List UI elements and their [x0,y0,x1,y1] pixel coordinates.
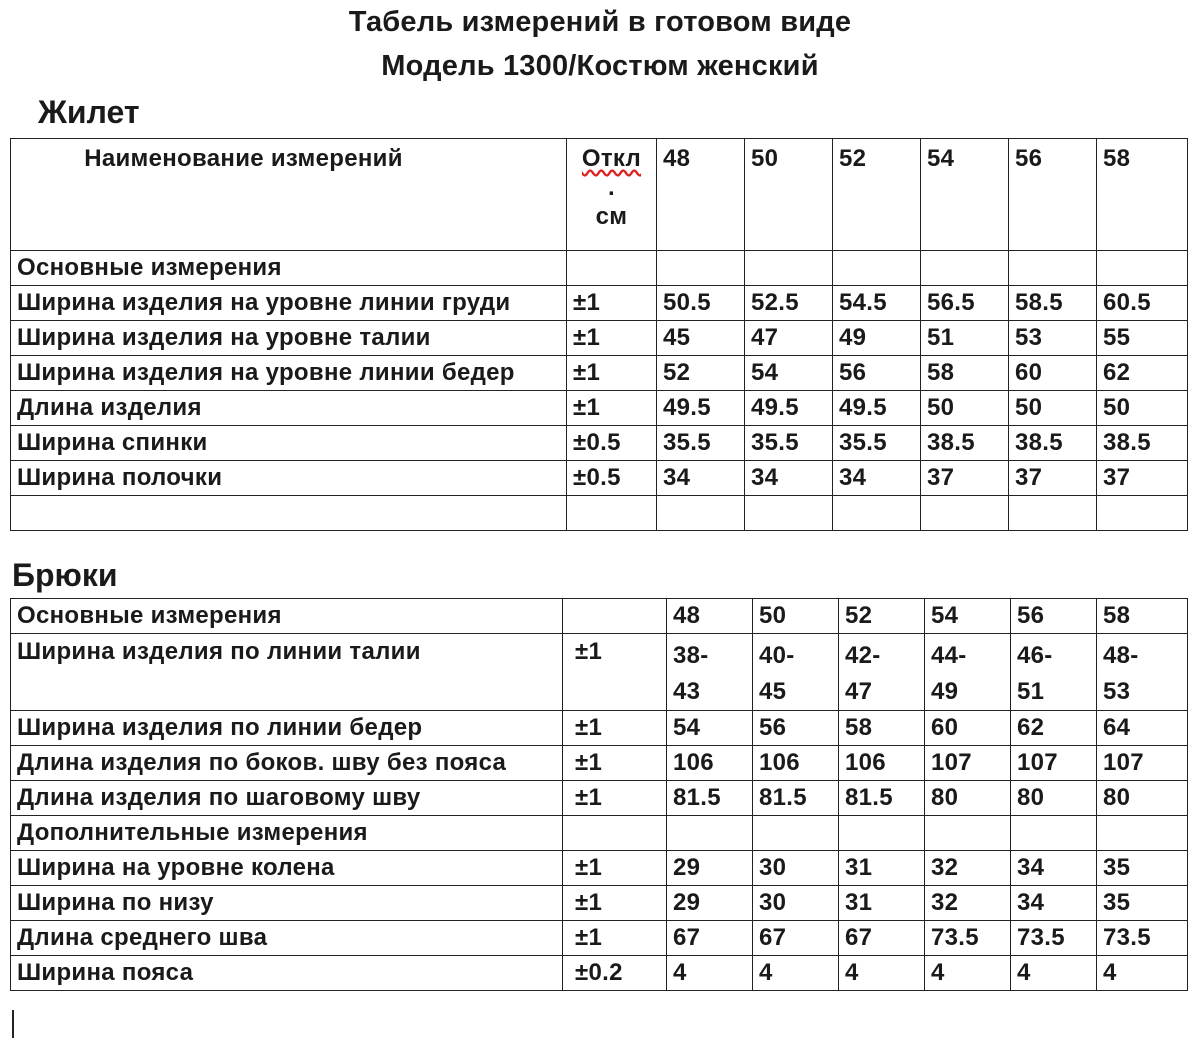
pants-waist-cell [925,634,1011,711]
pants-size-value: 73.5 [1011,921,1097,956]
pants-size-value: 106 [753,746,839,781]
pants-size-value: 73.5 [925,921,1011,956]
pants-measurement-name: Ширина по низу [11,886,563,921]
vest-size-value: 56 [833,356,921,391]
pants-size-value [1097,816,1188,851]
pants-measurement-name: Длина изделия по шаговому шву [11,781,563,816]
tolerance-dot: . [608,173,615,201]
pants-measurement-name: Дополнительные измерения [11,816,563,851]
vest-empty-cell [1009,496,1097,531]
pants-waist-cell [753,634,839,711]
pants-size-value: 32 [925,886,1011,921]
vest-size-value: 34 [833,461,921,496]
vest-measurement-name: Ширина изделия на уровне линии груди [11,286,567,321]
vest-size-value: 52 [657,356,745,391]
vest-size-value: 45 [657,321,745,356]
vest-size-value: 49.5 [657,391,745,426]
pants-size-value: 29 [667,851,753,886]
vest-tolerance [567,251,657,286]
pants-size-value [667,816,753,851]
document-subtitle: Модель 1300/Костюм женский [381,50,819,82]
pants-header-tolerance [563,599,667,634]
pants-size-header: 50 [753,599,839,634]
pants-size-value: 34 [1011,851,1097,886]
pants-size-value: 30 [753,886,839,921]
vest-size-value [1097,251,1188,286]
pants-size-value: 4 [1011,956,1097,991]
vest-header-row [11,139,1188,251]
vest-tolerance: ±1 [567,356,657,391]
vest-size-header: 54 [921,139,1009,251]
waist-range-end: 43 [673,678,701,705]
pants-waist-row [11,634,1188,711]
vest-empty-cell [657,496,745,531]
pants-size-value [925,816,1011,851]
pants-size-header: 56 [1011,599,1097,634]
pants-tolerance: ±0.2 [563,956,667,991]
vest-size-value: 50 [1009,391,1097,426]
vest-section-title: Жилет [38,94,140,130]
vest-size-value: 50 [1097,391,1188,426]
vest-measurement-name: Ширина изделия на уровне талии [11,321,567,356]
waist-range-end: 45 [759,678,787,705]
pants-size-value: 58 [839,711,925,746]
pants-waist-cell [667,634,753,711]
vest-size-value: 35.5 [745,426,833,461]
vest-row [11,391,1188,426]
pants-size-value: 81.5 [839,781,925,816]
waist-range-end: 53 [1103,678,1131,705]
vest-size-value [921,251,1009,286]
vest-row [11,251,1188,286]
text-cursor [12,1010,14,1038]
vest-measurement-name: Основные измерения [11,251,567,286]
vest-empty-cell [567,496,657,531]
vest-size-value: 56.5 [921,286,1009,321]
vest-empty-cell [1097,496,1188,531]
vest-size-value: 54.5 [833,286,921,321]
vest-size-value: 58 [921,356,1009,391]
pants-size-value: 4 [925,956,1011,991]
vest-size-value: 37 [1009,461,1097,496]
pants-size-value: 80 [1011,781,1097,816]
pants-size-value: 31 [839,886,925,921]
pants-size-value: 80 [1097,781,1188,816]
vest-size-value: 52.5 [745,286,833,321]
pants-size-value: 31 [839,851,925,886]
pants-waist-cell [839,634,925,711]
vest-size-value: 58.5 [1009,286,1097,321]
vest-size-value: 35.5 [657,426,745,461]
vest-row [11,286,1188,321]
vest-size-header: 58 [1097,139,1188,251]
pants-tolerance [563,816,667,851]
pants-size-value: 4 [667,956,753,991]
pants-size-value: 107 [1097,746,1188,781]
pants-row [11,851,1188,886]
pants-size-header: 54 [925,599,1011,634]
pants-measurement-name: Длина среднего шва [11,921,563,956]
vest-size-value: 35.5 [833,426,921,461]
pants-waist-cell [1011,634,1097,711]
pants-measurement-name: Длина изделия по боков. шву без пояса [11,746,563,781]
pants-measurements-table [10,598,1188,991]
waist-range-start: 42- [845,642,881,669]
pants-section-title: Брюки [12,557,118,593]
waist-range-end: 49 [931,678,959,705]
pants-size-value: 62 [1011,711,1097,746]
vest-header-tolerance [567,139,657,251]
vest-measurement-name: Ширина спинки [11,426,567,461]
pants-tolerance: ±1 [563,921,667,956]
tolerance-label: Откл [581,145,642,172]
pants-size-value: 107 [1011,746,1097,781]
vest-size-value [833,251,921,286]
pants-header-name: Основные измерения [11,599,563,634]
pants-size-value [753,816,839,851]
pants-size-value: 64 [1097,711,1188,746]
vest-size-value: 55 [1097,321,1188,356]
vest-measurement-name: Длина изделия [11,391,567,426]
vest-measurement-name: Ширина изделия на уровне линии бедер [11,356,567,391]
tolerance-unit: см [595,202,628,230]
waist-range-end: 47 [845,678,873,705]
vest-size-header: 52 [833,139,921,251]
vest-size-value: 53 [1009,321,1097,356]
vest-size-header: 48 [657,139,745,251]
vest-size-value: 37 [1097,461,1188,496]
pants-size-value: 73.5 [1097,921,1188,956]
vest-row [11,426,1188,461]
pants-size-value: 81.5 [667,781,753,816]
pants-size-value: 67 [753,921,839,956]
vest-size-value: 60.5 [1097,286,1188,321]
waist-range-start: 40- [759,642,795,669]
vest-size-value: 62 [1097,356,1188,391]
vest-size-value: 54 [745,356,833,391]
vest-size-value: 37 [921,461,1009,496]
pants-row [11,781,1188,816]
vest-size-value: 60 [1009,356,1097,391]
vest-tolerance: ±1 [567,286,657,321]
pants-size-value [839,816,925,851]
waist-range-start: 46- [1017,642,1053,669]
waist-range-start: 48- [1103,642,1139,669]
pants-size-value: 29 [667,886,753,921]
pants-size-value: 4 [1097,956,1188,991]
vest-size-value: 49 [833,321,921,356]
pants-waist-name: Ширина изделия по линии талии [11,634,563,711]
pants-measurement-name: Ширина на уровне колена [11,851,563,886]
pants-size-value: 34 [1011,886,1097,921]
vest-row [11,356,1188,391]
vest-header-name: Наименование измерений [11,139,567,251]
pants-row [11,886,1188,921]
vest-tolerance: ±1 [567,321,657,356]
pants-waist-tolerance: ±1 [563,634,667,711]
pants-size-value: 30 [753,851,839,886]
vest-size-value [657,251,745,286]
vest-size-value: 38.5 [1097,426,1188,461]
pants-size-value: 32 [925,851,1011,886]
pants-size-header: 48 [667,599,753,634]
document-title: Табель измерений в готовом виде [348,6,852,38]
pants-row [11,921,1188,956]
vest-row [11,321,1188,356]
pants-size-value: 106 [839,746,925,781]
pants-row [11,956,1188,991]
pants-size-header: 52 [839,599,925,634]
pants-size-value [1011,816,1097,851]
pants-tolerance: ±1 [563,711,667,746]
pants-row [11,746,1188,781]
vest-empty-row [11,496,1188,531]
vest-size-value: 38.5 [1009,426,1097,461]
pants-row [11,816,1188,851]
pants-size-value: 81.5 [753,781,839,816]
pants-size-value: 106 [667,746,753,781]
waist-range-start: 44- [931,642,967,669]
vest-size-value: 47 [745,321,833,356]
vest-empty-cell [921,496,1009,531]
vest-size-value [1009,251,1097,286]
pants-size-header: 58 [1097,599,1188,634]
vest-empty-cell [11,496,567,531]
vest-tolerance: ±0.5 [567,426,657,461]
vest-size-value: 49.5 [833,391,921,426]
vest-size-value: 38.5 [921,426,1009,461]
pants-size-value: 35 [1097,886,1188,921]
vest-size-value [745,251,833,286]
vest-size-value: 34 [745,461,833,496]
vest-empty-cell [833,496,921,531]
pants-size-value: 4 [753,956,839,991]
pants-size-value: 35 [1097,851,1188,886]
pants-measurement-name: Ширина пояса [11,956,563,991]
pants-measurement-name: Ширина изделия по линии бедер [11,711,563,746]
pants-size-value: 67 [839,921,925,956]
vest-measurements-table [10,138,1188,531]
pants-tolerance: ±1 [563,886,667,921]
pants-size-value: 107 [925,746,1011,781]
pants-tolerance: ±1 [563,781,667,816]
vest-tolerance: ±1 [567,391,657,426]
pants-size-value: 60 [925,711,1011,746]
vest-tolerance: ±0.5 [567,461,657,496]
pants-size-value: 54 [667,711,753,746]
pants-size-value: 67 [667,921,753,956]
pants-header-row [11,599,1188,634]
pants-tolerance: ±1 [563,851,667,886]
pants-waist-cell [1097,634,1188,711]
waist-range-start: 38- [673,642,709,669]
vest-size-value: 50 [921,391,1009,426]
vest-size-value: 51 [921,321,1009,356]
vest-size-value: 49.5 [745,391,833,426]
vest-size-header: 56 [1009,139,1097,251]
pants-size-value: 80 [925,781,1011,816]
vest-size-header: 50 [745,139,833,251]
vest-size-value: 34 [657,461,745,496]
waist-range-end: 51 [1017,678,1045,705]
pants-size-value: 56 [753,711,839,746]
pants-size-value: 4 [839,956,925,991]
vest-measurement-name: Ширина полочки [11,461,567,496]
pants-tolerance: ±1 [563,746,667,781]
vest-row [11,461,1188,496]
vest-empty-cell [745,496,833,531]
pants-row [11,711,1188,746]
vest-size-value: 50.5 [657,286,745,321]
